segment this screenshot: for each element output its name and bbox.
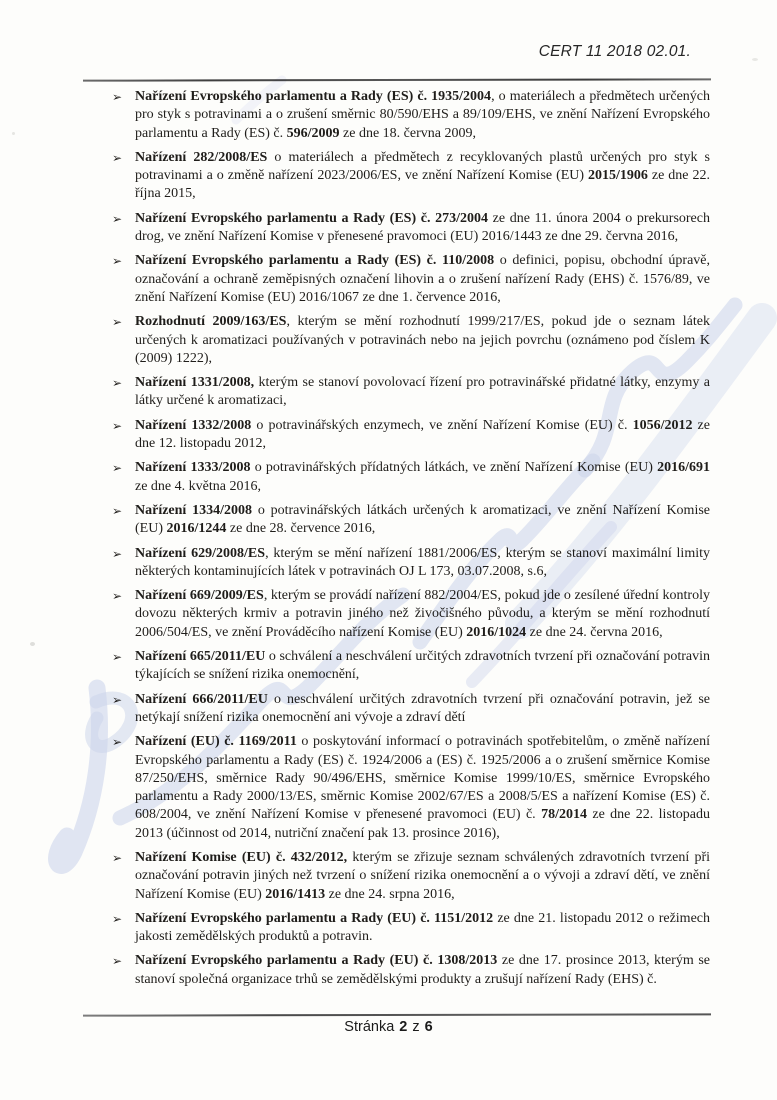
text-segment-bold: 2016/1413 [265, 886, 326, 902]
list-item [112, 459, 710, 496]
text-segment-bold: Nařízení 1334/2008 [135, 502, 253, 518]
arrow-bullet-icon: ➢ [112, 503, 123, 518]
text-segment: , kterým se mění rozhodnutí 1999/217/ES, pokud jde o seznam látek určených k aromatizaci používaných v potravinách nebo na jejich povrchu (oznámeno pod číslem K (2009) 1222), [135, 314, 710, 366]
text-segment: o materiálech a předmětech z recyklovaných plastů určených pro styk s potravinami a o změně nařízení 2023/2006/ES, ve znění Nařízení Komise (EU) [135, 149, 710, 184]
text-segment: ze dne 12. listopadu 2012, [135, 417, 710, 452]
regulation-list [112, 88, 710, 995]
text-segment: ze dne 22. října 2015, [135, 168, 710, 202]
list-item [112, 210, 710, 247]
scan-speck [752, 58, 758, 61]
regulation-text [135, 691, 710, 728]
arrow-bullet-icon: ➢ [112, 589, 123, 604]
regulation-text [135, 252, 710, 307]
document-code: CERT 11 2018 02.01. [538, 43, 691, 60]
text-segment-bold: Nařízení 629/2008/ES [135, 545, 266, 561]
text-segment-bold: 2016/1244 [166, 521, 227, 537]
text-segment-bold: Nařízení 665/2011/EU [135, 649, 266, 665]
list-item [112, 849, 710, 904]
scan-speck [12, 132, 15, 135]
text-segment: ze dne 22. listopadu 2013 (účinnost od 2014, nutriční značení pak 13. prosince 2016), [135, 807, 710, 841]
arrow-bullet-icon: ➢ [112, 735, 123, 750]
text-segment-bold: Nařízení 1333/2008 [135, 460, 251, 476]
text-segment-bold: Nařízení Evropského parlamentu a Rady (EU) č. 1151/2012 [135, 910, 494, 926]
arrow-bullet-icon: ➢ [112, 376, 123, 391]
text-segment-bold: 2016/691 [657, 460, 710, 476]
text-segment-bold: 2016/1024 [466, 624, 527, 640]
regulation-text [135, 587, 710, 642]
arrow-bullet-icon: ➢ [112, 650, 123, 665]
text-segment-bold: Nařízení Evropského parlamentu a Rady (ES) č. 273/2004 [135, 210, 488, 226]
footer-total-pages: 6 [424, 1019, 433, 1035]
arrow-bullet-icon: ➢ [112, 418, 123, 433]
footer-label: Stránka [344, 1019, 395, 1035]
arrow-bullet-icon: ➢ [112, 954, 123, 969]
text-segment-bold: Nařízení (EU) č. 1169/2011 [135, 734, 297, 750]
header-rule [83, 78, 711, 81]
text-segment: ze dne 18. června 2009, [339, 125, 476, 141]
arrow-bullet-icon: ➢ [112, 90, 123, 104]
text-segment: ze dne 24. srpna 2016, [325, 886, 455, 902]
arrow-bullet-icon: ➢ [112, 546, 123, 561]
arrow-bullet-icon: ➢ [112, 692, 123, 707]
text-segment: ze dne 24. června 2016, [526, 624, 663, 640]
footer-of-label: z [412, 1019, 420, 1035]
list-item [112, 313, 710, 368]
list-item [112, 149, 710, 204]
regulation-text [135, 149, 710, 204]
text-segment: o schválení a neschválení určitých zdravotních tvrzení při označování potravin týkajících se snížení rizika onemocnění, [135, 649, 710, 683]
regulation-text [135, 545, 710, 582]
text-segment: , kterým se mění nařízení 1881/2006/ES, kterým se stanoví maximální limity některých kontaminujících látek v potravinách OJ L 173, 03.07.2008, s.6, [135, 545, 710, 579]
arrow-bullet-icon: ➢ [112, 911, 123, 926]
text-segment-bold: Nařízení Evropského parlamentu a Rady (EU) č. 1308/2013 [135, 953, 498, 969]
text-segment: ze dne 17. prosince 2013, kterým se stanoví společná organizace trhů se zemědělskými produkty a zrušují nařízení Rady (EHS) č. [135, 953, 710, 987]
list-item [112, 733, 710, 843]
footer-page-number: 2 [399, 1019, 408, 1035]
text-segment-bold: Nařízení Komise (EU) č. 432/2012, [135, 849, 348, 865]
regulation-text [135, 910, 710, 947]
regulation-text [135, 733, 710, 843]
arrow-bullet-icon: ➢ [112, 461, 123, 476]
regulation-text [135, 417, 710, 454]
arrow-bullet-icon: ➢ [112, 211, 123, 226]
text-segment-bold: 1056/2012 [632, 417, 693, 433]
footer-rule [83, 1013, 711, 1016]
arrow-bullet-icon: ➢ [112, 315, 123, 330]
text-segment: o neschválení určitých zdravotních tvrzení při označování potravin, jež se netýkají snížení rizika onemocnění ani vývoje a zdraví dětí [135, 691, 710, 725]
list-item [112, 374, 710, 411]
list-item [112, 952, 710, 989]
regulation-text [135, 502, 710, 539]
list-item [112, 88, 710, 143]
text-segment: o potravinářských enzymech, ve znění Nařízení Komise (EU) č. [251, 417, 633, 433]
text-segment: o potravinářských látkách určených k aromatizaci, ve znění Nařízení Komise (EU) [135, 502, 710, 537]
text-segment: , o materiálech a předmětech určených pro styk s potravinami a o zrušení směrnic 80/590/EHS a 89/109/EHS, ve znění Nařízení Evropského parlamentu a Rady (ES) č. [135, 89, 710, 141]
text-segment: , kterým se provádí nařízení 882/2004/ES, pokud jde o zesílené úřední kontroly dovozu některých krmiv a potravin jiného než živočišného původu, a kterým se mění rozhodnutí 2006/504/ES, ve znění Prováděcího nařízení Komise (EU) [135, 588, 710, 640]
arrow-bullet-icon: ➢ [112, 850, 123, 865]
scan-speck [30, 642, 35, 646]
text-segment: ze dne 11. února 2004 o prekursorech drog, ve znění Nařízení Komise v přenesené pravomoci (EU) 2016/1443 ze dne 29. června 2016, [135, 210, 710, 245]
page-footer [0, 1019, 777, 1035]
text-segment-bold: Rozhodnutí 2009/163/ES [135, 314, 287, 330]
text-segment: o poskytování informací o potravinách spotřebitelům, o změně nařízení Evropského parlamentu a Rady (ES) č. 1924/2006 a (ES) č. 1925/2006 a o zrušení směrnice Komise 87/250/EHS, směrnice Rady 90/496/EHS, směrnice Komise 1999/10/ES, směrnice Evropského parlamentu a Rady 2000/13/ES, směrnic Komise 2002/67/ES a 2008/5/ES a nařízení Komise (ES) č. 608/2004, ve znění Nařízení Komise v přenesené pravomoci (EU) č. [135, 734, 711, 823]
list-item [112, 252, 710, 307]
text-segment: kterým se stanoví povolovací řízení pro potravinářské přidatné látky, enzymy a látky určené k aromatizaci, [135, 375, 710, 409]
regulation-text [135, 313, 710, 368]
text-segment: ze dne 21. listopadu 2012 o režimech jakosti zemědělských produktů a potravin. [135, 910, 710, 945]
arrow-bullet-icon: ➢ [112, 150, 123, 165]
regulation-text [135, 210, 710, 247]
regulation-text [135, 88, 710, 143]
arrow-bullet-icon: ➢ [112, 254, 123, 269]
text-segment: ze dne 28. července 2016, [226, 521, 376, 537]
list-item [112, 910, 710, 947]
list-item [112, 691, 710, 728]
text-segment-bold: 2015/1906 [588, 168, 648, 184]
text-segment: kterým se zřizuje seznam schválených zdravotních tvrzení při označování potravin jiných než tvrzení o snížení rizika onemocnění a o vývoji a zdraví dětí, ve znění Nařízení Komise (EU) [135, 849, 710, 902]
text-segment-bold: Nařízení 1331/2008, [135, 375, 255, 391]
text-segment-bold: 596/2009 [286, 125, 340, 141]
text-segment-bold: 78/2014 [541, 807, 587, 823]
regulation-text [135, 459, 710, 496]
text-segment-bold: Nařízení Evropského parlamentu a Rady (ES) č. 110/2008 [135, 253, 495, 269]
regulation-text [135, 952, 710, 989]
list-item [112, 545, 710, 582]
text-segment: ze dne 4. května 2016, [135, 478, 261, 494]
list-item [112, 502, 710, 539]
text-segment: o definici, popisu, obchodní úpravě, označování a ochraně zeměpisných označení lihovin a o zrušení nařízení Rady (EHS) č. 1576/89, ve znění Nařízení Komise (EU) 2016/1067 ze dne 1. července 2016, [135, 253, 710, 305]
text-segment-bold: Nařízení 1332/2008 [135, 417, 252, 433]
regulation-text [135, 849, 710, 904]
text-segment-bold: Nařízení 666/2011/EU [135, 691, 268, 707]
regulation-text [135, 648, 710, 685]
list-item [112, 417, 710, 454]
text-segment-bold: Nařízení 282/2008/ES [135, 149, 268, 165]
text-segment: o potravinářských přídatných látkách, ve znění Nařízení Komise (EU) [250, 460, 658, 476]
text-segment-bold: Nařízení Evropského parlamentu a Rady (ES) č. 1935/2004 [135, 89, 492, 104]
list-item [112, 648, 710, 685]
text-segment-bold: Nařízení 669/2009/ES [135, 588, 264, 604]
list-item [112, 587, 710, 642]
regulation-text [135, 374, 710, 411]
